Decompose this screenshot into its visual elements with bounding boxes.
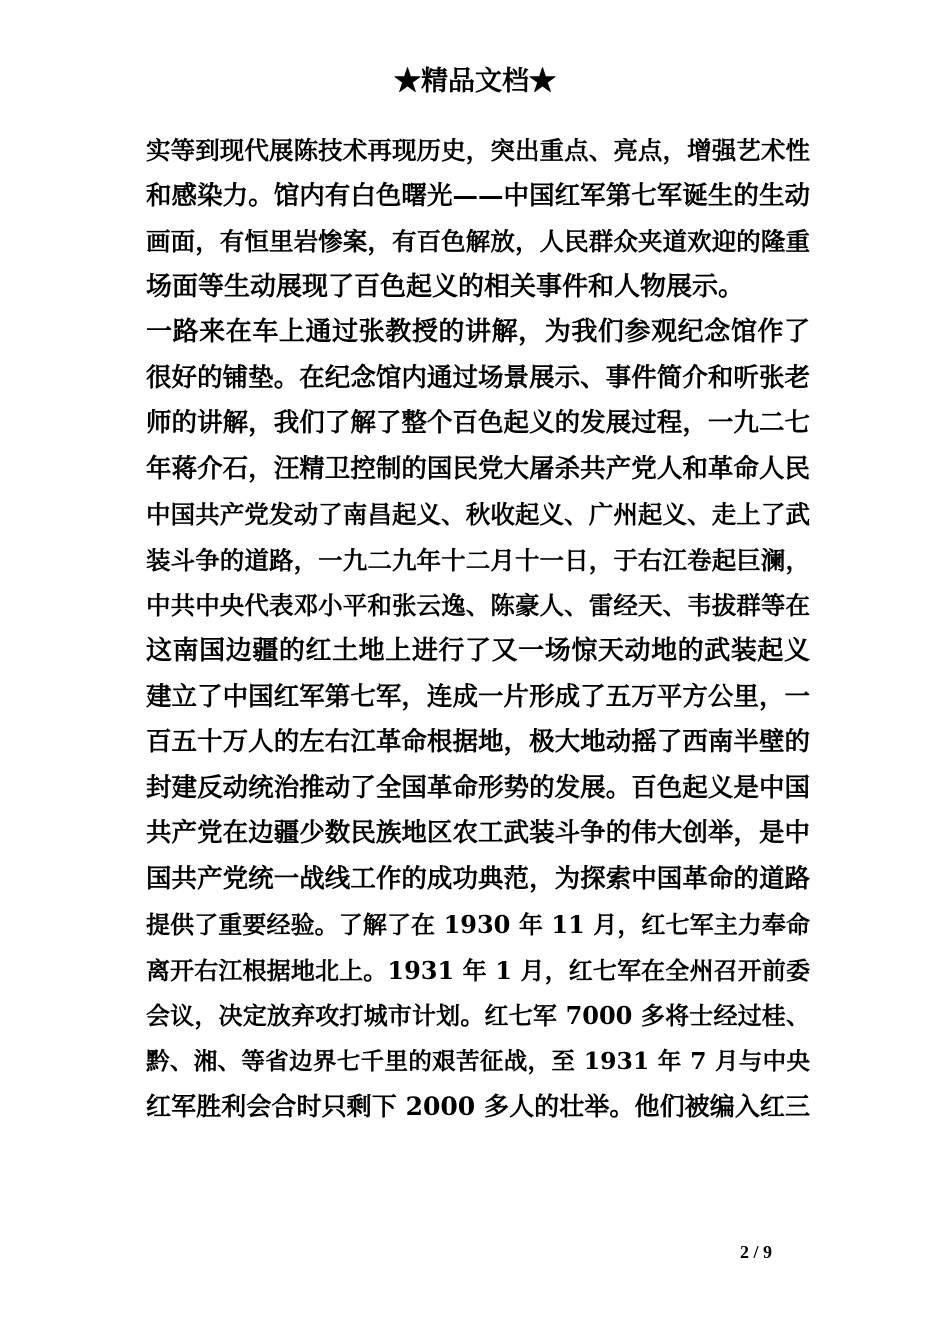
text-line: 会议，决定放弃攻打城市计划。红七军 7000 多将士经过桂、: [146, 1001, 810, 1031]
text-line: 很好的铺垫。在纪念馆内通过场景展示、事件简介和听张老: [146, 362, 810, 393]
text-line: 建立了中国红军第七军，连成一片形成了五万平方公里，一: [146, 681, 810, 712]
text-line: 封建反动统治推动了全国革命形势的发展。百色起义是中国: [146, 772, 810, 803]
document-body: [146, 128, 810, 1130]
text-line: 离开右江根据地北上。1931 年 1 月，红七军在全州召开前委: [146, 955, 810, 985]
text-line: 年蒋介石，汪精卫控制的国民党大屠杀共产党人和革命人民: [146, 453, 810, 484]
text-line: 师的讲解，我们了解了整个百色起义的发展过程，一九二七: [146, 408, 810, 439]
text-line: 装斗争的道路，一九二九年十二月十一日，于右江卷起巨澜，: [146, 545, 810, 575]
text-line: 这南国边疆的红土地上进行了又一场惊天动地的武装起义: [146, 636, 810, 667]
text-line: 实等到现代展陈技术再现历史，突出重点、亮点，增强艺术性: [146, 136, 810, 165]
text-line: 红军胜利会合时只剩下 2000 多人的壮举。他们被编入红三: [146, 1092, 810, 1122]
page-header-title: ★精品文档★: [394, 66, 556, 97]
text-line: 一路来在车上通过张教授的讲解，为我们参观纪念馆作了: [146, 317, 810, 348]
text-line: 和感染力。馆内有白色曙光——中国红军第七军诞生的生动: [146, 180, 810, 211]
text-line: 黔、湘、等省边界七千里的艰苦征战，至 1931 年 7 月与中央: [146, 1046, 810, 1075]
page-number: 2 / 9: [740, 1242, 773, 1262]
text-line: 中国共产党发动了南昌起义、秋收起义、广州起义、走上了武: [146, 500, 810, 530]
text-line: 画面，有恒里岩惨案，有百色解放，人民群众夹道欢迎的隆重: [146, 227, 810, 257]
text-line: 共产党在边疆少数民族地区农工武装斗争的伟大创举，是中: [146, 818, 810, 849]
text-line: 国共产党统一战线工作的成功典范，为探索中国革命的道路: [146, 863, 810, 894]
text-line: 中共中央代表邓小平和张云逸、陈豪人、雷经天、韦拔群等在: [146, 591, 810, 621]
text-line: 提供了重要经验。了解了在 1930 年 11 月，红七军主力奉命: [146, 910, 810, 940]
text-line: 场面等生动展现了百色起义的相关事件和人物展示。: [146, 271, 745, 302]
text-line: 百五十万人的左右江革命根据地，极大地动摇了西南半壁的: [146, 727, 810, 758]
